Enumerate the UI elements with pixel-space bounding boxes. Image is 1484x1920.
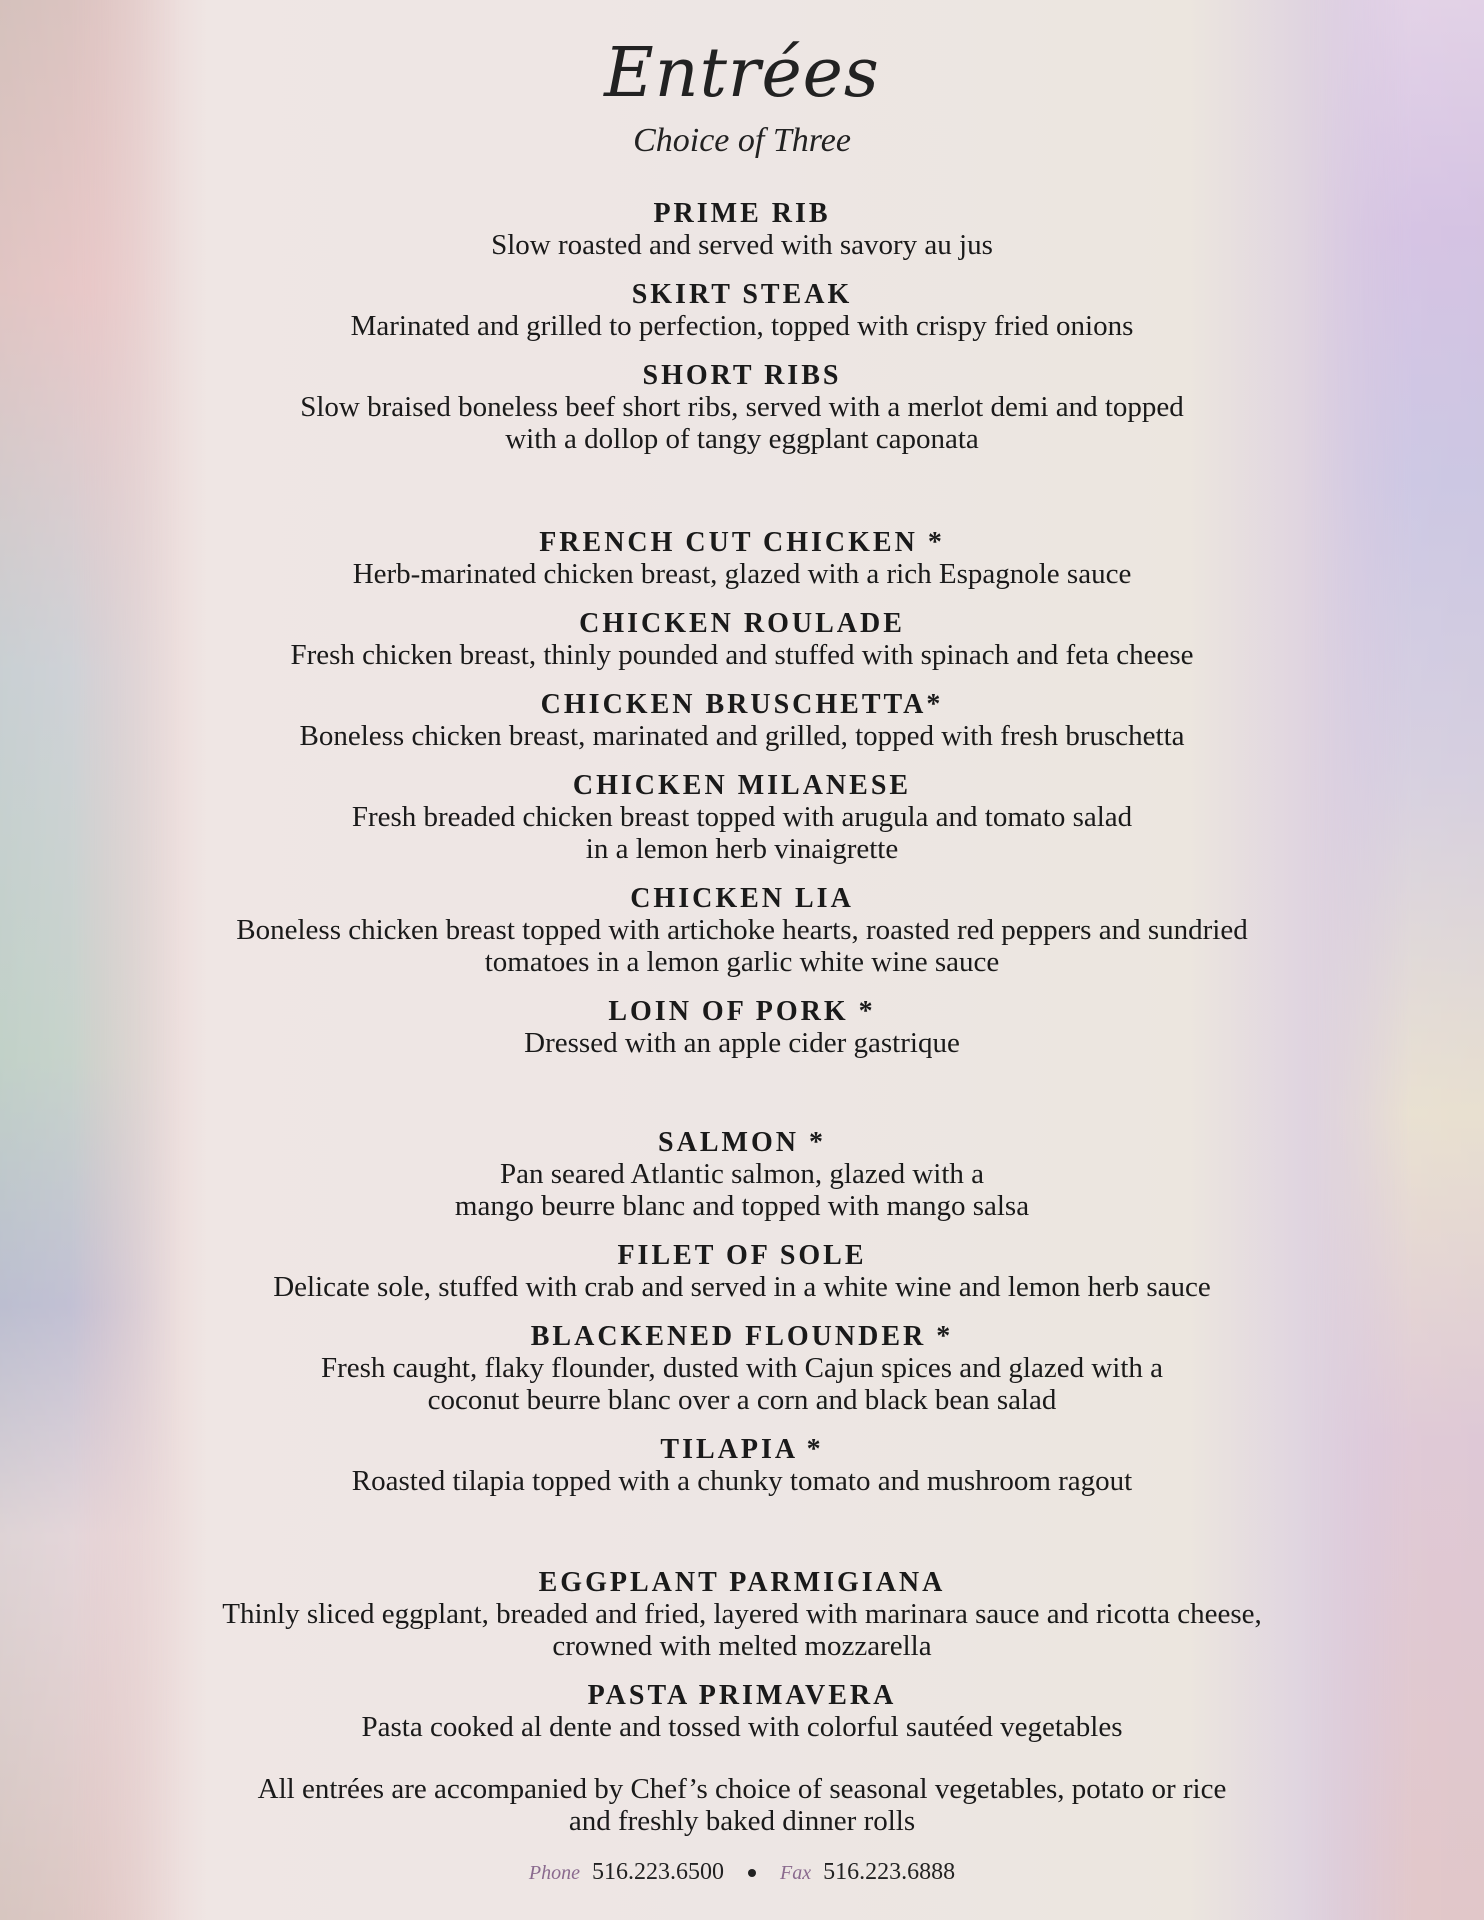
item-description: Pasta cooked al dente and tossed with colorful sautéed vegetables [361,1711,1123,1743]
menu-item [0,770,1484,865]
menu-item [0,1434,1484,1497]
menu-item [0,527,1484,590]
item-description: Delicate sole, stuffed with crab and served in a white wine and lemon herb sauce [273,1271,1211,1303]
menu-item [0,198,1484,261]
item-description: Roasted tilapia topped with a chunky tomato and mushroom ragout [351,1465,1133,1497]
section-spacer [0,1077,1484,1127]
item-name: SALMON * [658,1127,826,1158]
item-description: Pan seared Atlantic salmon, glazed with a mango beurre blanc and topped with mango salsa [454,1158,1030,1222]
item-name: BLACKENED FLOUNDER * [530,1321,954,1352]
item-description: Boneless chicken breast, marinated and grilled, topped with fresh bruschetta [299,720,1185,752]
item-description: Herb-marinated chicken breast, glazed with a rich Espagnole sauce [352,558,1132,590]
item-description: Marinated and grilled to perfection, topped with crispy fried onions [350,310,1134,342]
fax-label: Fax [780,1862,812,1884]
fax-number: 516.223.6888 [823,1859,956,1885]
item-name: PASTA PRIMAVERA [587,1680,897,1711]
item-name: EGGPLANT PARMIGIANA [538,1567,946,1598]
menu-item [0,1321,1484,1416]
item-name: TILAPIA * [660,1434,824,1465]
item-name: PRIME RIB [653,198,831,229]
menu-item [0,689,1484,752]
item-name: SKIRT STEAK [631,279,853,310]
section-spacer [0,473,1484,527]
menu-item [0,1567,1484,1662]
page-subtitle: Choice of Three [633,122,851,159]
menu-item [0,1240,1484,1303]
item-description: Fresh chicken breast, thinly pounded and stuffed with spinach and feta cheese [290,639,1194,671]
menu-item [0,996,1484,1059]
item-description: Thinly sliced eggplant, breaded and fried, layered with marinara sauce and ricotta cheese, crowned with melted mozzarella [222,1598,1262,1662]
item-name: CHICKEN BRUSCHETTA* [540,689,944,720]
item-description: Fresh caught, flaky flounder, dusted with Cajun spices and glazed with a coconut beurre blanc over a corn and black bean salad [320,1352,1164,1416]
menu-item [0,1680,1484,1743]
phone-number: 516.223.6500 [592,1859,724,1885]
item-description: Slow braised boneless beef short ribs, served with a merlot demi and topped with a dollop of tangy eggplant caponata [300,391,1184,455]
contact-line [0,1859,1484,1886]
item-name: SHORT RIBS [642,360,842,391]
item-name: CHICKEN LIA [630,883,854,914]
menu-item [0,883,1484,978]
accompaniment-note: All entrées are accompanied by Chef’s choice of seasonal vegetables, potato or rice and freshly baked dinner rolls [257,1773,1227,1837]
item-name: FILET OF SOLE [617,1240,867,1271]
item-description: Fresh breaded chicken breast topped with arugula and tomato salad in a lemon herb vinaigrette [351,801,1133,865]
menu-item [0,279,1484,342]
menu-items [0,198,1484,1743]
section-spacer [0,1515,1484,1567]
item-description: Boneless chicken breast topped with artichoke hearts, roasted red peppers and sundried tomatoes in a lemon garlic white wine sauce [236,914,1248,978]
item-description: Dressed with an apple cider gastrique [524,1027,960,1059]
bullet-separator [748,1869,756,1877]
item-name: FRENCH CUT CHICKEN * [539,527,945,558]
item-description: Slow roasted and served with savory au jus [491,229,993,261]
phone-label: Phone [528,1862,580,1884]
menu-item [0,608,1484,671]
page-title: Entrées [604,34,880,113]
menu-item [0,1127,1484,1222]
item-name: CHICKEN ROULADE [579,608,905,639]
menu-item [0,360,1484,455]
item-name: LOIN OF PORK * [608,996,876,1027]
item-name: CHICKEN MILANESE [572,770,912,801]
